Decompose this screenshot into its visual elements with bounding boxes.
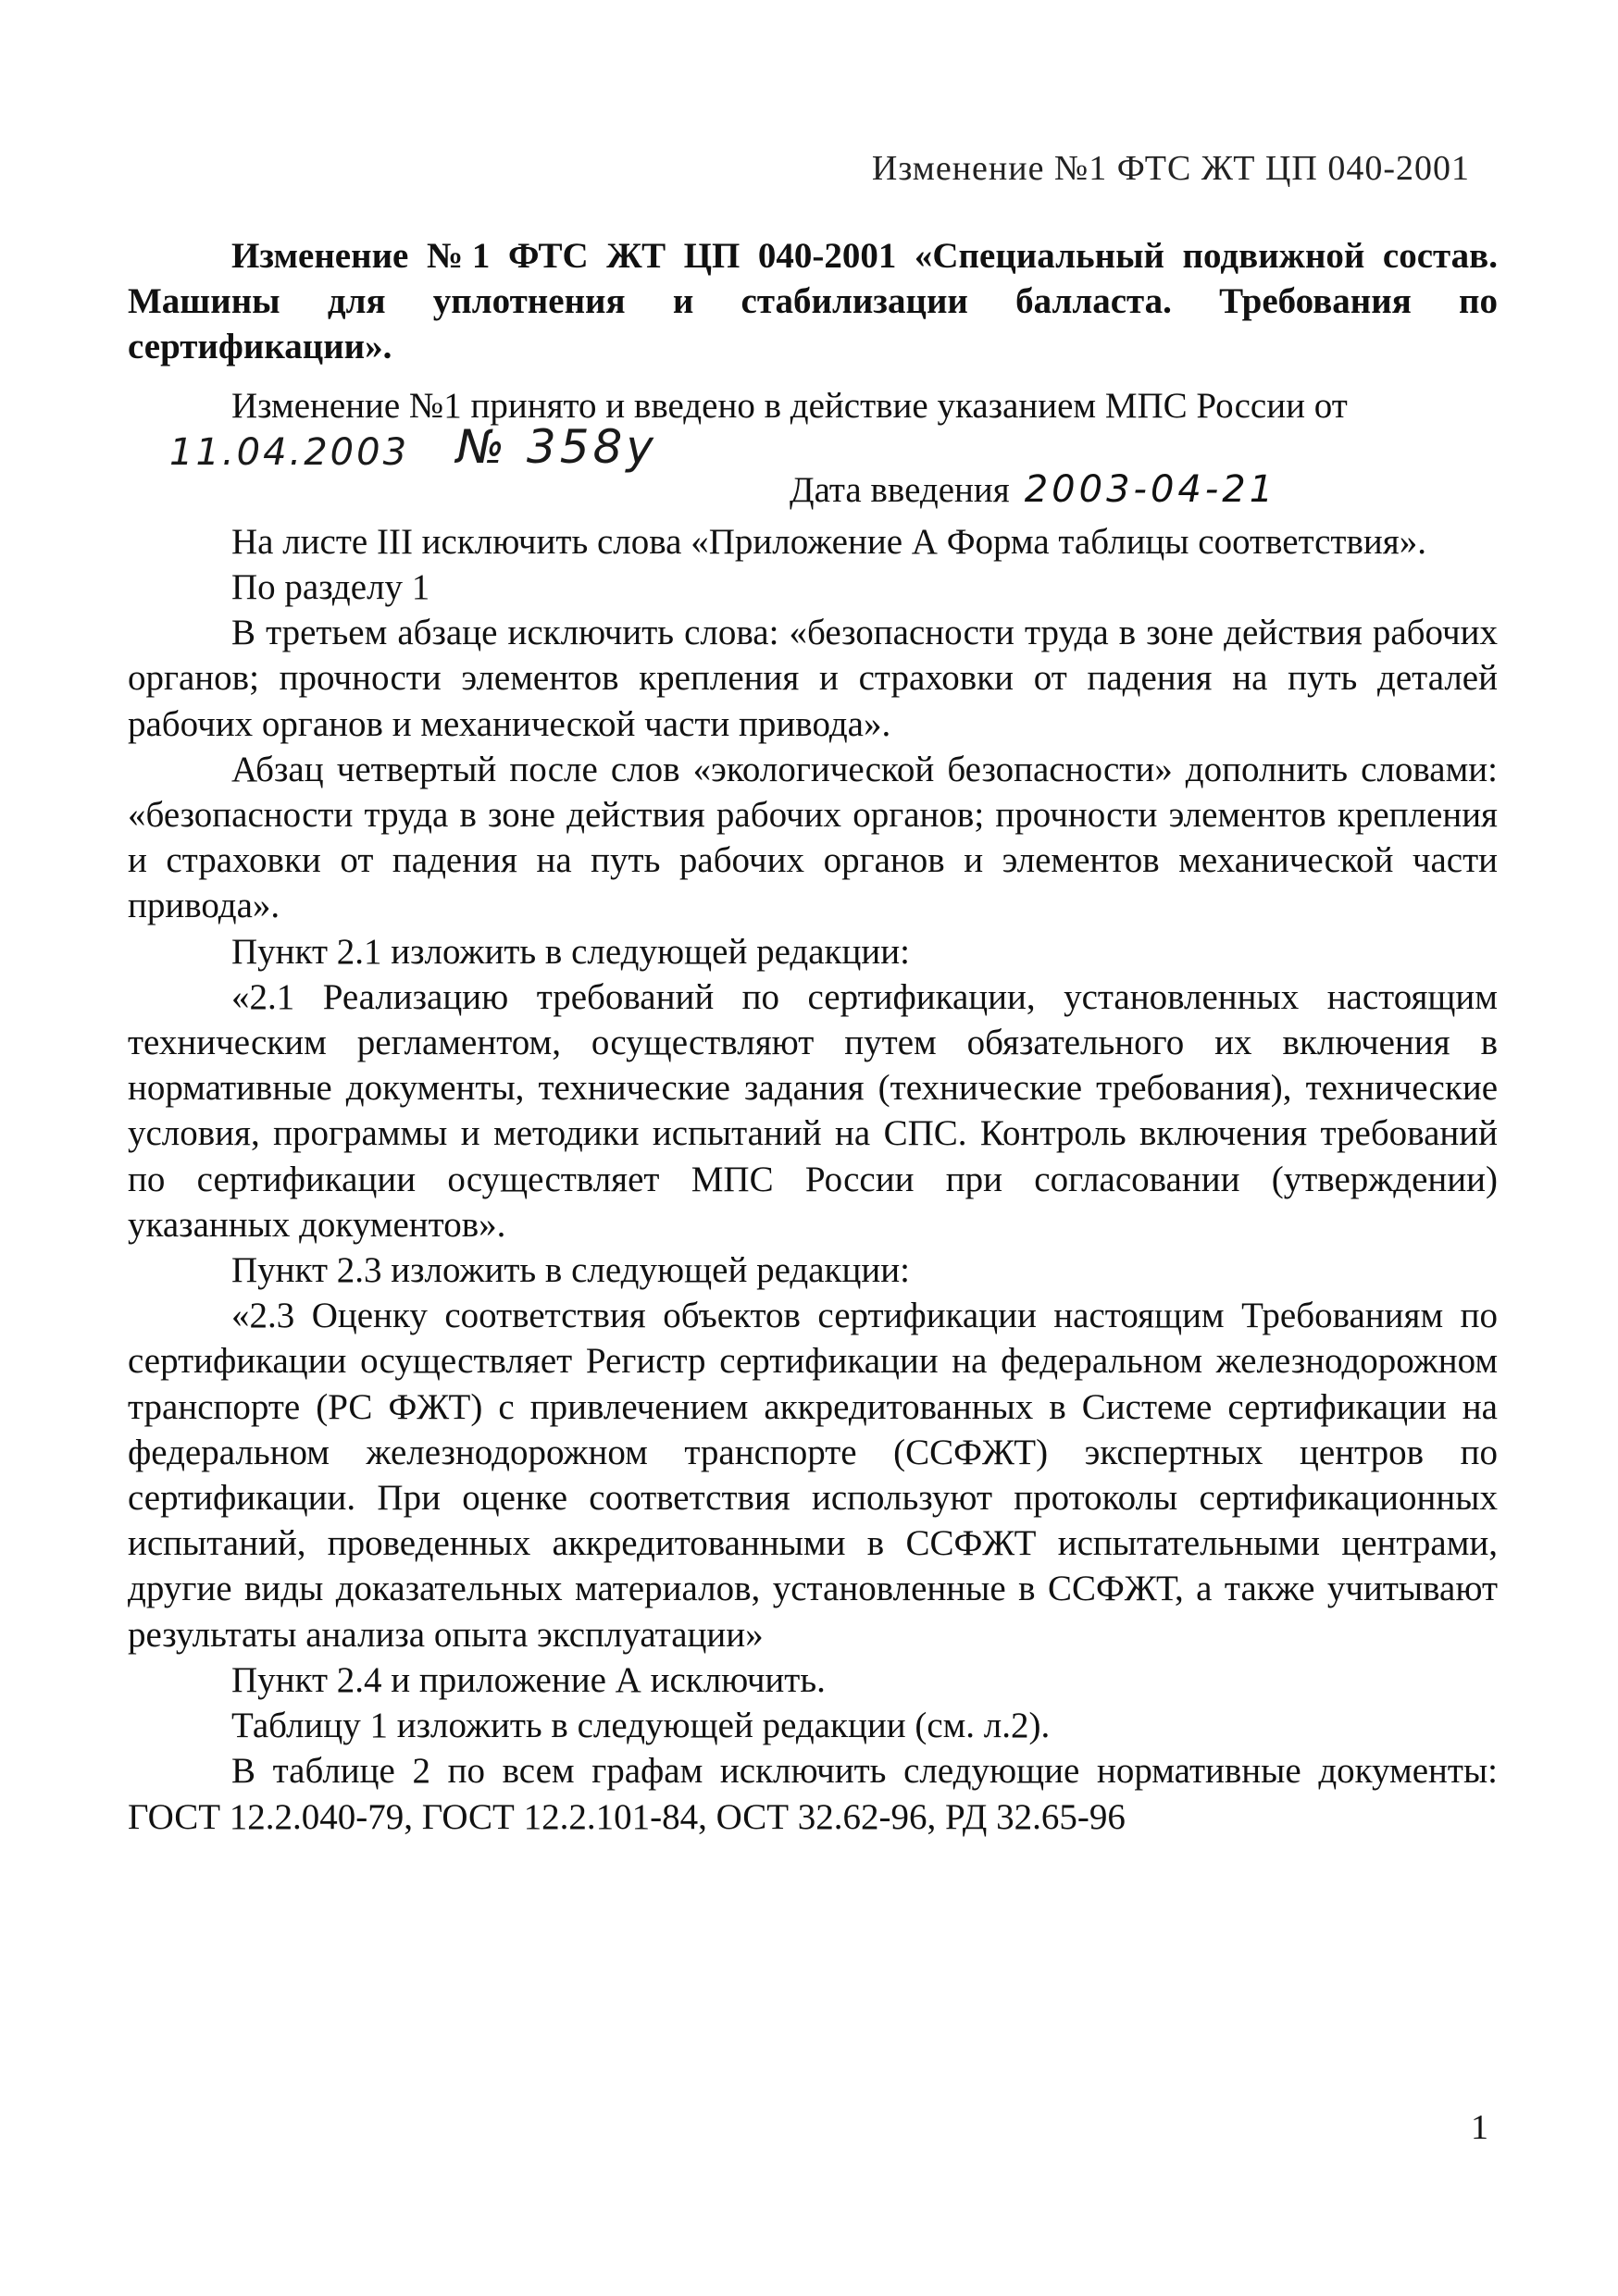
document-body [128,233,1498,1840]
handwritten-introduction-date: 2003-04-21 [1024,467,1277,511]
adoption-statement: Изменение №1 принято и введено в действие указанием МПС России от [231,385,1348,426]
paragraph-item-2-1-intro: Пункт 2.1 изложить в следующей редакции: [231,931,910,972]
paragraph-item-2-3-text: «2.3 Оценку соответствия объектов сертификации настоящим Требованиям по сертификации осуществляет Регистр сертификации на федеральном железнодорожном транспорте (РС ФЖТ) с привлечением аккредитованных в Системе сертификации на федеральном железнодорожном транспорте (ССФЖТ) экспертных центров по сертификации. При оценке соответствия используют протоколы сертификационных испытаний, проведенных аккредитованными в ССФЖТ испытательными центрами, другие виды доказательных материалов, установленные в ССФЖТ, а также учитывают результаты анализа опыта эксплуатации» [128,1296,1498,1655]
handwritten-adoption-date: 11.04.2003 [169,430,410,474]
paragraph-sheet-iii: На листе III исключить слова «Приложение А Форма таблицы соответствия». [231,521,1426,562]
paragraph-third-clause: В третьем абзаце исключить слова: «безопасности труда в зоне действия рабочих органов; прочности элементов крепления и страховки от падения на путь деталей рабочих органов и механической части привода». [128,613,1498,744]
introduction-date-label: Дата введения [790,469,1010,510]
introduction-date [790,467,1276,513]
paragraph-section-1: По разделу 1 [231,567,430,608]
paragraph-item-2-1-text: «2.1 Реализацию требований по сертификации, установленных настоящим техническим регламентом, осуществляют путем обязательного их включения в нормативные документы, технические задания (технические требования), технические условия, программы и методики испытаний на СПС. Контроль включения требований по сертификации осуществляет МПС России при согласовании (утверждении) указанных документов». [128,976,1498,1245]
paragraph-table-1: Таблицу 1 изложить в следующей редакции (см. л.2). [231,1706,1051,1746]
handwritten-order-number: № 358у [456,419,657,474]
paragraph-fourth-clause: Абзац четвертый после слов «экологической безопасности» дополнить словами: «безопасности труда в зоне действия рабочих органов; прочности элементов крепления и страховки от падения на путь рабочих органов и элементов механической части привода». [128,749,1498,926]
paragraph-table-2: В таблице 2 по всем графам исключить следующие нормативные документы: ГОСТ 12.2.040-79, ГОСТ 12.2.101-84, ОСТ 32.62-96, РД 32.65-96 [128,1751,1498,1837]
paragraph-item-2-4: Пункт 2.4 и приложение А исключить. [231,1659,826,1700]
adoption-handwritten-line [128,419,1498,519]
paragraph-item-2-3-intro: Пункт 2.3 изложить в следующей редакции: [231,1250,910,1291]
running-header: Изменение №1 ФТС ЖТ ЦП 040-2001 [871,149,1470,188]
page-number: 1 [1471,2108,1488,2147]
document-title: Изменение №1 ФТС ЖТ ЦП 040-2001 «Специальный подвижной состав. Машины для уплотнения и стабилизации балласта. Требования по сертификации». [128,236,1498,367]
